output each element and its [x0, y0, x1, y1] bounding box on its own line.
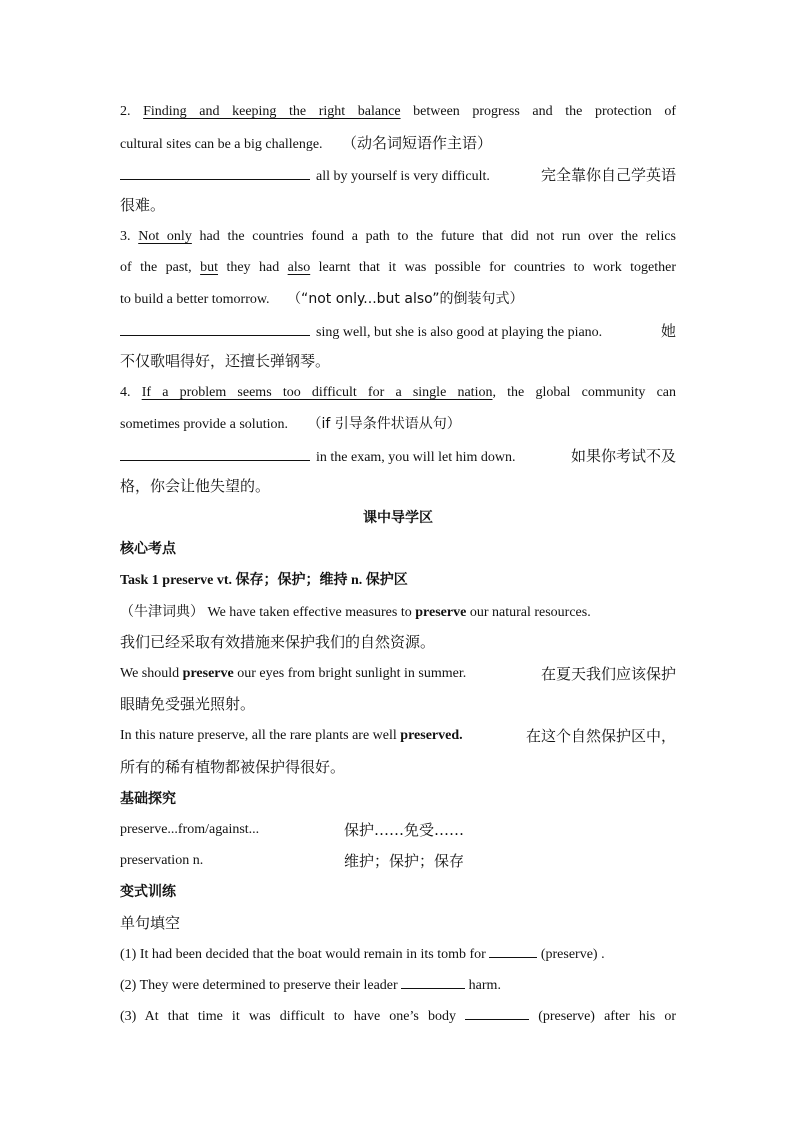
example3-keyword: preserved. [400, 728, 463, 743]
variant-heading: 变式训练 [120, 884, 176, 900]
example1-cn: 我们已经采取有效措施来保护我们的自然资源。 [120, 633, 436, 651]
q4-line2: sometimes provide a solution. [120, 417, 288, 432]
fill-1-blank[interactable] [489, 945, 537, 958]
q3-sentence-line3 [120, 289, 676, 310]
example1-keyword: preserve [415, 605, 467, 620]
fill-2-text-b: harm. [465, 978, 501, 993]
basic-row-2-cn: 维护；保护；保存 [344, 852, 465, 870]
basic-row-1-cn: 保护……免受…… [344, 821, 465, 839]
q2-sentence-line1 [120, 102, 676, 122]
q3-exercise-en: sing well, but she is also good at playing the piano. [316, 325, 603, 340]
task1-label: Task 1 preserve vt. [120, 573, 232, 588]
q3-text2a: of the past, [120, 260, 201, 275]
task1-pos2: n. [351, 573, 363, 588]
basic-row-2-en: preservation n. [120, 853, 204, 868]
q3-text3: to build a better tomorrow. [120, 292, 270, 307]
section-title: 课中导学区 [363, 510, 433, 526]
q3-sentence-line1 [120, 227, 676, 247]
q3-text2c: learnt that it was possible for countries to work together [310, 260, 676, 275]
example2-en [120, 664, 676, 684]
q3-underlined-also: also [287, 260, 311, 275]
fill-1-text-b: (preserve) . [537, 947, 605, 962]
q3-exercise-line1 [120, 321, 676, 343]
q4-number: 4. [120, 385, 131, 400]
q4-sentence-line2 [120, 414, 676, 435]
q4-exercise-line1 [120, 446, 676, 468]
fill-2-blank[interactable] [401, 976, 465, 989]
q4-exercise-en: in the exam, you will let him down. [316, 450, 516, 465]
example3-cn1: 在这个自然保护区中， [525, 727, 676, 745]
q2-exercise-en: all by yourself is very difficult. [316, 169, 490, 184]
q3-answer-blank[interactable] [120, 321, 310, 336]
example2-post: our eyes from bright sunlight in summer. [233, 666, 467, 681]
q2-exercise-line1 [120, 165, 676, 187]
q2-answer-blank[interactable] [120, 165, 310, 180]
q4-sentence-line1 [120, 383, 676, 403]
q4-exercise-cn2: 格，你会让他失望的。 [120, 477, 271, 495]
example1-source: （牛津词典） [120, 604, 204, 620]
fill-3-text-b: (preserve) after his or [529, 1009, 676, 1024]
task1-heading [120, 570, 676, 591]
example1-pre: We have taken effective measures to [204, 605, 416, 620]
q4-underlined-clause: If a problem seems too difficult for a single nation [141, 385, 493, 400]
q2-exercise-cn2: 很难。 [120, 196, 166, 214]
basic-row-1 [120, 820, 676, 840]
basic-heading: 基础探究 [120, 791, 176, 807]
fill-item-3 [120, 1007, 676, 1027]
q4-rest: , the global community can [492, 385, 677, 400]
q3-number: 3. [120, 229, 131, 244]
q3-exercise-cn1: 她 [660, 322, 676, 340]
q3-sentence-line2 [120, 258, 676, 278]
example1-en [120, 602, 676, 623]
fill-item-2 [120, 976, 676, 996]
fill-2-text-a: (2) They were determined to preserve their leader [120, 978, 402, 993]
fill-heading: 单句填空 [120, 914, 181, 932]
q3-text1: had the countries found a path to the future that did not run over the relics [191, 229, 676, 244]
q3-exercise-cn2: 不仅歌唱得好，还擅长弹钢琴。 [120, 352, 331, 370]
q2-number: 2. [120, 104, 131, 119]
q4-exercise-cn1: 如果你考试不及 [570, 447, 676, 465]
q3-grammar-note: （“not only...but also”的倒装句式） [287, 291, 524, 307]
q2-exercise-cn1: 完全靠你自己学英语 [540, 166, 676, 184]
core-points-heading: 核心考点 [120, 541, 176, 557]
example3-en [120, 726, 676, 746]
example3-pre: In this nature preserve, all the rare plants are well [120, 728, 401, 743]
fill-item-1 [120, 945, 676, 965]
q3-underlined-not-only: Not only [138, 229, 192, 244]
example2-cn1: 在夏天我们应该保护 [540, 665, 676, 683]
q4-grammar-note: （if 引导条件状语从句） [307, 416, 461, 432]
task1-meaning1: 保存；保护；维持 [235, 572, 348, 588]
q3-text2b: they had [218, 260, 288, 275]
fill-1-text-a: (1) It had been decided that the boat would remain in its tomb for [120, 947, 490, 962]
example2-pre: We should [120, 666, 183, 681]
q2-grammar-note: （动名词短语作主语） [342, 134, 493, 152]
task1-meaning2: 保护区 [365, 572, 408, 588]
example1-post: our natural resources. [466, 605, 591, 620]
example3-cn2: 所有的稀有植物都被保护得很好。 [120, 758, 346, 776]
basic-row-2 [120, 851, 676, 871]
q2-underlined-subject: Finding and keeping the right balance [143, 104, 401, 119]
example2-cn2: 眼睛免受强光照射。 [120, 695, 256, 713]
q3-underlined-but: but [200, 260, 219, 275]
basic-row-1-en: preserve...from/against... [120, 822, 260, 837]
q2-sentence-line2 [120, 133, 676, 155]
q2-rest: between progress and the protection of [400, 104, 676, 119]
fill-3-text-a: (3) At that time it was difficult to have one’s body [120, 1009, 466, 1024]
q2-line2: cultural sites can be a big challenge. [120, 137, 323, 152]
q4-answer-blank[interactable] [120, 446, 310, 461]
example2-keyword: preserve [182, 666, 234, 681]
fill-3-blank[interactable] [465, 1007, 529, 1020]
